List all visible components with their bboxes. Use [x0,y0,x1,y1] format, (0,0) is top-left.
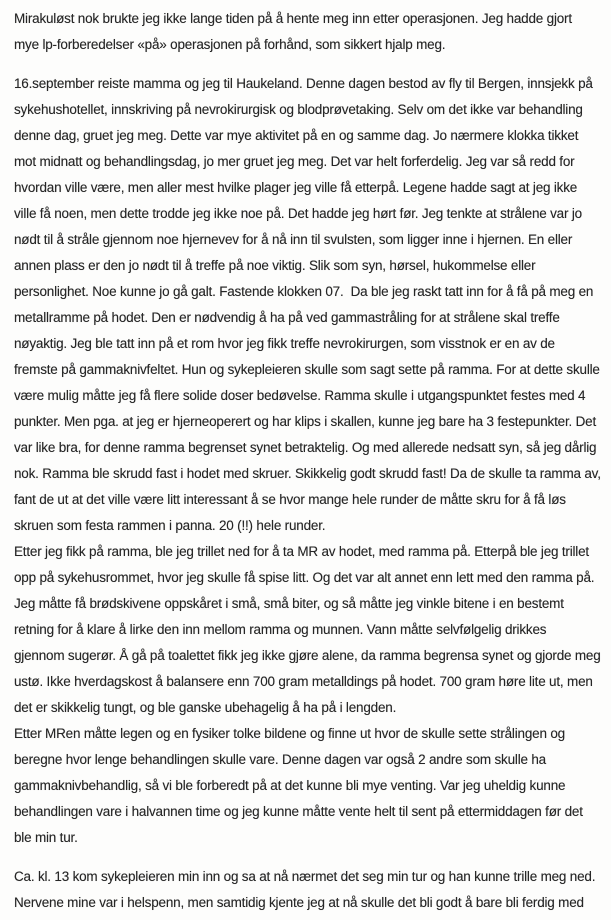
text-line: Ca. kl. 13 kom sykepleieren min inn og sa at nå nærmet det seg min tur og han kunne trille meg ned. [14,869,596,884]
text-line: gjennom sugerør. Å gå på toalettet fikk jeg ikke gjøre alene, da ramma begrensa synet og gjorde meg [14,648,601,663]
text-line: hvordan ville være, men aller mest hvilke plager jeg ville få etterpå. Legene hadde sagt at jeg ikke [14,180,578,195]
text-line: ustø. Ikke hverdagskost å balansere enn 700 gram metalldings på hodet. 700 gram høre lite ut, men [14,674,593,689]
text-line: metallramme på hodet. Den er nødvendig å ha på ved gammastråling for at strålene skal treffe [14,310,560,325]
text-line: det er skikkelig tungt, og ble ganske ubehagelig å ha på i lengden. [14,700,397,715]
text-line: fant de ut at det ville være litt interessant å se hvor mange hele runder de måtte skru for å få løs [14,492,566,507]
text-line: opp på sykehusrommet, hvor jeg skulle få spise litt. Og det var alt annet enn lett med den ramma på. [14,570,595,585]
text-line: være mulig måtte jeg få flere solide doser bedøvelse. Ramma skulle i utgangspunktet festes med 4 [14,388,586,403]
text-line: mye lp-forberedelser «på» operasjonen på forhånd, som sikkert hjalp meg. [14,37,446,52]
text-line: behandlingen vare i halvannen time og jeg kunne måtte vente helt til sent på ettermiddagen før det [14,804,583,819]
paragraph [14,721,603,851]
text-line: Etter MRen måtte legen og en fysiker tolke bildene og finne ut hvor de skulle sette strålingen og [14,726,565,741]
text-line: retning for å klare å lirke den inn mellom ramma og munnen. Vann måtte selvfølgelig drikkes [14,622,547,637]
paragraph [14,71,603,539]
text-line: ville få noen, men dette trodde jeg ikke noe på. Det hadde jeg hørt før. Jeg tenkte at strålene var jo [14,206,582,221]
text-line: ble min tur. [14,830,78,845]
text-line: personlighet. Noe kunne jo gå galt. Fastende klokken 07. Da ble jeg raskt tatt inn for å få på meg en [14,284,594,299]
text-line: beregne hvor lenge behandlingen skulle vare. Denne dagen var også 2 andre som skulle ha [14,752,546,767]
text-line: var like bra, for denne ramma begrenset synet betraktelig. Og med allerede nedsatt syn, så jeg dårlig [14,440,597,455]
text-line: Nervene mine var i helspenn, men samtidig kjente jeg at nå skulle det bli godt å bare bli ferdig med [14,895,584,910]
text-line: mot midnatt og behandlingsdag, jo mer gruet jeg meg. Det var helt forferdelig. Jeg var så redd for [14,154,575,169]
paragraph [14,6,603,58]
paragraph [14,864,603,916]
text-line: sykehushotellet, innskriving på nevrokirurgisk og blodprøvetaking. Selv om det ikke var behandling [14,102,583,117]
text-line: nok. Ramma ble skrudd fast i hodet med skruer. Skikkelig godt skrudd fast! Da de skulle ta ramma av, [14,466,601,481]
text-line: gammaknivbehandlig, så vi ble forberedt på at det kunne bli mye venting. Var jeg uheldig kunne [14,778,566,793]
document-body [14,6,603,916]
text-line: denne dag, gruet jeg meg. Dette var mye aktivitet på en og samme dag. Jo nærmere klokka tikket [14,128,579,143]
text-line: Mirakuløst nok brukte jeg ikke lange tiden på å hente meg inn etter operasjonen. Jeg hadde gjort [14,11,572,26]
text-line: 16.september reiste mamma og jeg til Haukeland. Denne dagen bestod av fly til Bergen, innsjekk på [14,76,593,91]
text-line: annen plass er den jo nødt til å treffe på noe viktig. Slik som syn, hørsel, hukommelse eller [14,258,536,273]
text-line: Etter jeg fikk på ramma, ble jeg trillet ned for å ta MR av hodet, med ramma på. Etterpå ble jeg trillet [14,544,589,559]
paragraph [14,539,603,721]
text-line: nøyaktig. Jeg ble tatt inn på et rom hvor jeg fikk treffe nevrokirurgen, som visstnok er en av de [14,336,555,351]
text-line: Jeg måtte få brødskivene oppskåret i små, små biter, og så måtte jeg vinkle bitene i en bestemt [14,596,564,611]
text-line: punkter. Men pga. at jeg er hjerneoperert og har klips i skallen, kunne jeg bare ha 3 festepunkter. Det [14,414,597,429]
text-line: fremste på gammaknivfeltet. Hun og sykepleieren skulle som sagt sette på ramma. For at dette skulle [14,362,600,377]
text-line: skruen som festa rammen i panna. 20 (!!) hele runder. [14,518,326,533]
text-line: nødt til å stråle gjennom noe hjernevev for å nå inn til svulsten, som ligger inne i hjernen. En eller [14,232,573,247]
